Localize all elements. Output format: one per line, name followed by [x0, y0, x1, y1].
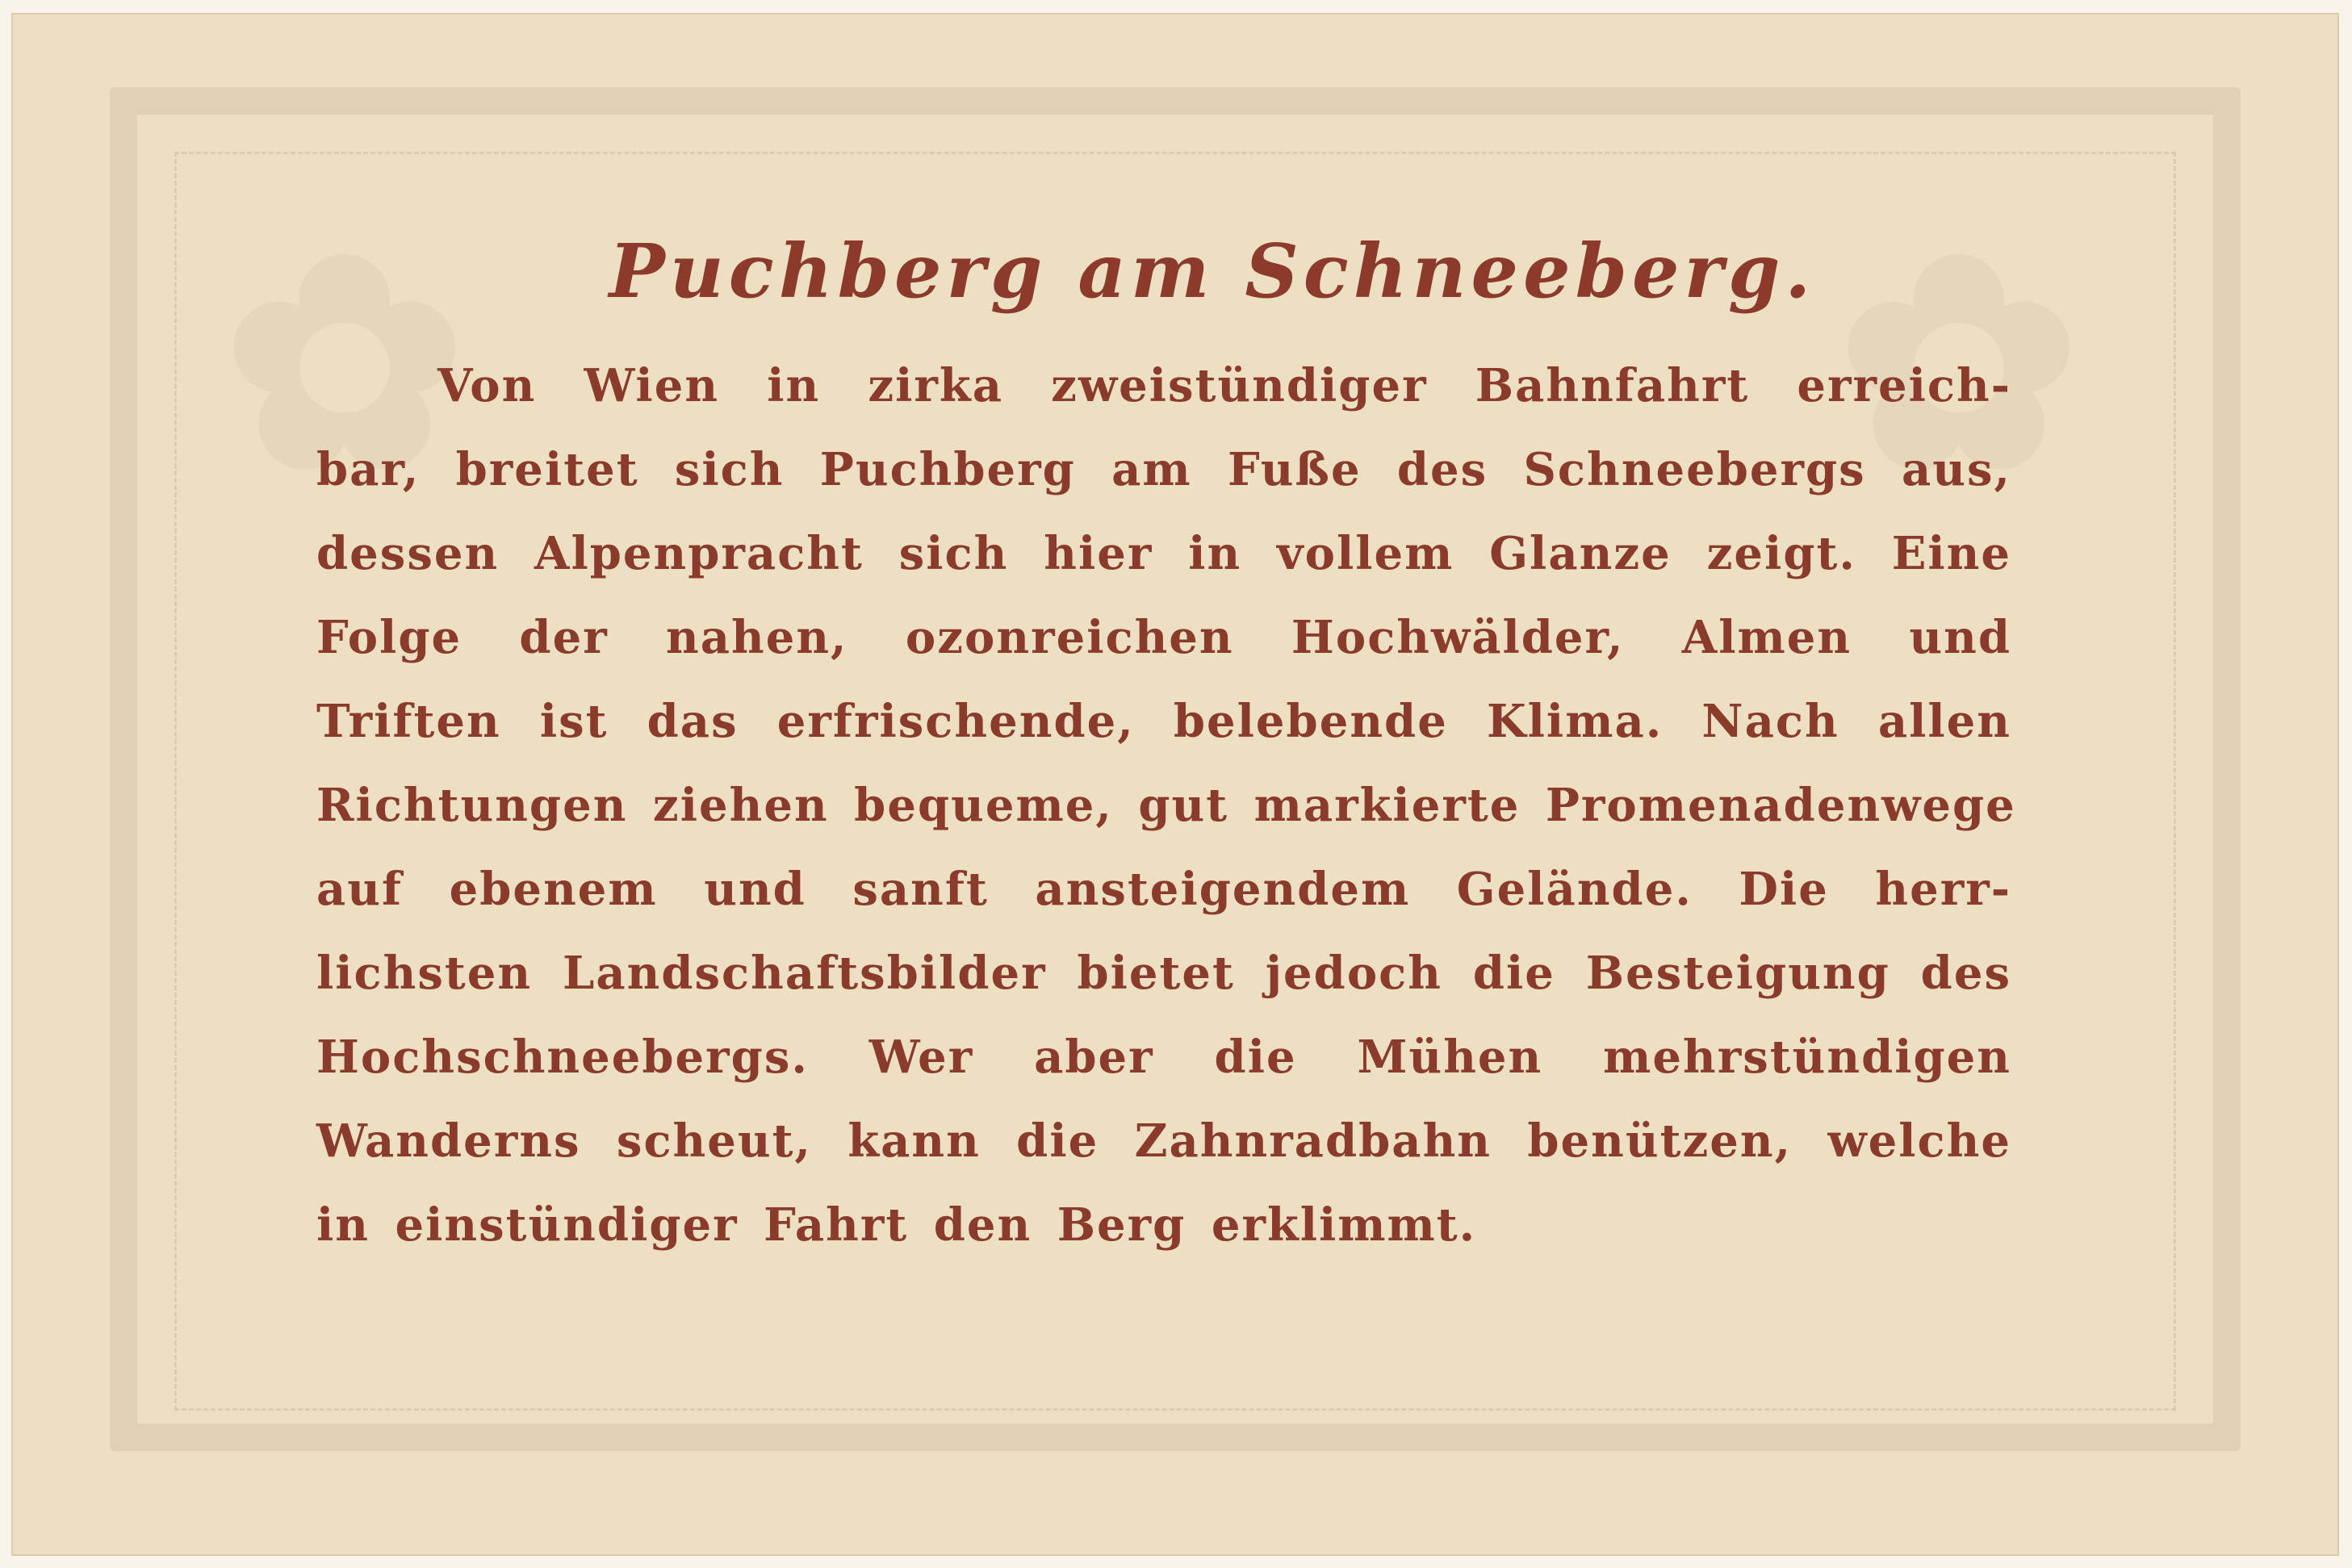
paragraph-line: Hochschneebergs. Wer aber die Mühen mehrstündigen [316, 1031, 2011, 1084]
banknote-reverse [11, 13, 2339, 1556]
paragraph-line: lichsten Landschaftsbilder bietet jedoch die Besteigung des [316, 947, 2011, 1000]
body-paragraph [316, 344, 2016, 1267]
underprint-ornament-right: ✿ [1837, 192, 2089, 533]
document-title: Puchberg am Schneeberg. [609, 228, 1816, 315]
paragraph-line: Wanderns scheut, kann die Zahnradbahn benützen, welche [316, 1114, 2011, 1168]
paragraph-line: Richtungen ziehen bequeme, gut markierte Promenadenwege [316, 779, 2016, 832]
paragraph-line: auf ebenem und sanft ansteigendem Gelände. Die herr- [316, 863, 2011, 916]
text-block [316, 223, 2016, 1267]
underprint-ornament-left: ✿ [223, 192, 475, 533]
paragraph-line: Von Wien in zirka zweistündiger Bahnfahrt erreich- [437, 359, 2011, 412]
paragraph-line: Folge der nahen, ozonreichen Hochwälder, Almen und [316, 611, 2011, 664]
paragraph-line: bar, breitet sich Puchberg am Fuße des Schneebergs aus, [316, 443, 2011, 496]
paragraph-line: Triften ist das erfrischende, belebende Klima. Nach allen [316, 695, 2011, 748]
paragraph-line: in einstündiger Fahrt den Berg erklimmt. [316, 1198, 1477, 1252]
paragraph-line: dessen Alpenpracht sich hier in vollem Glanze zeigt. Eine [316, 527, 2011, 580]
